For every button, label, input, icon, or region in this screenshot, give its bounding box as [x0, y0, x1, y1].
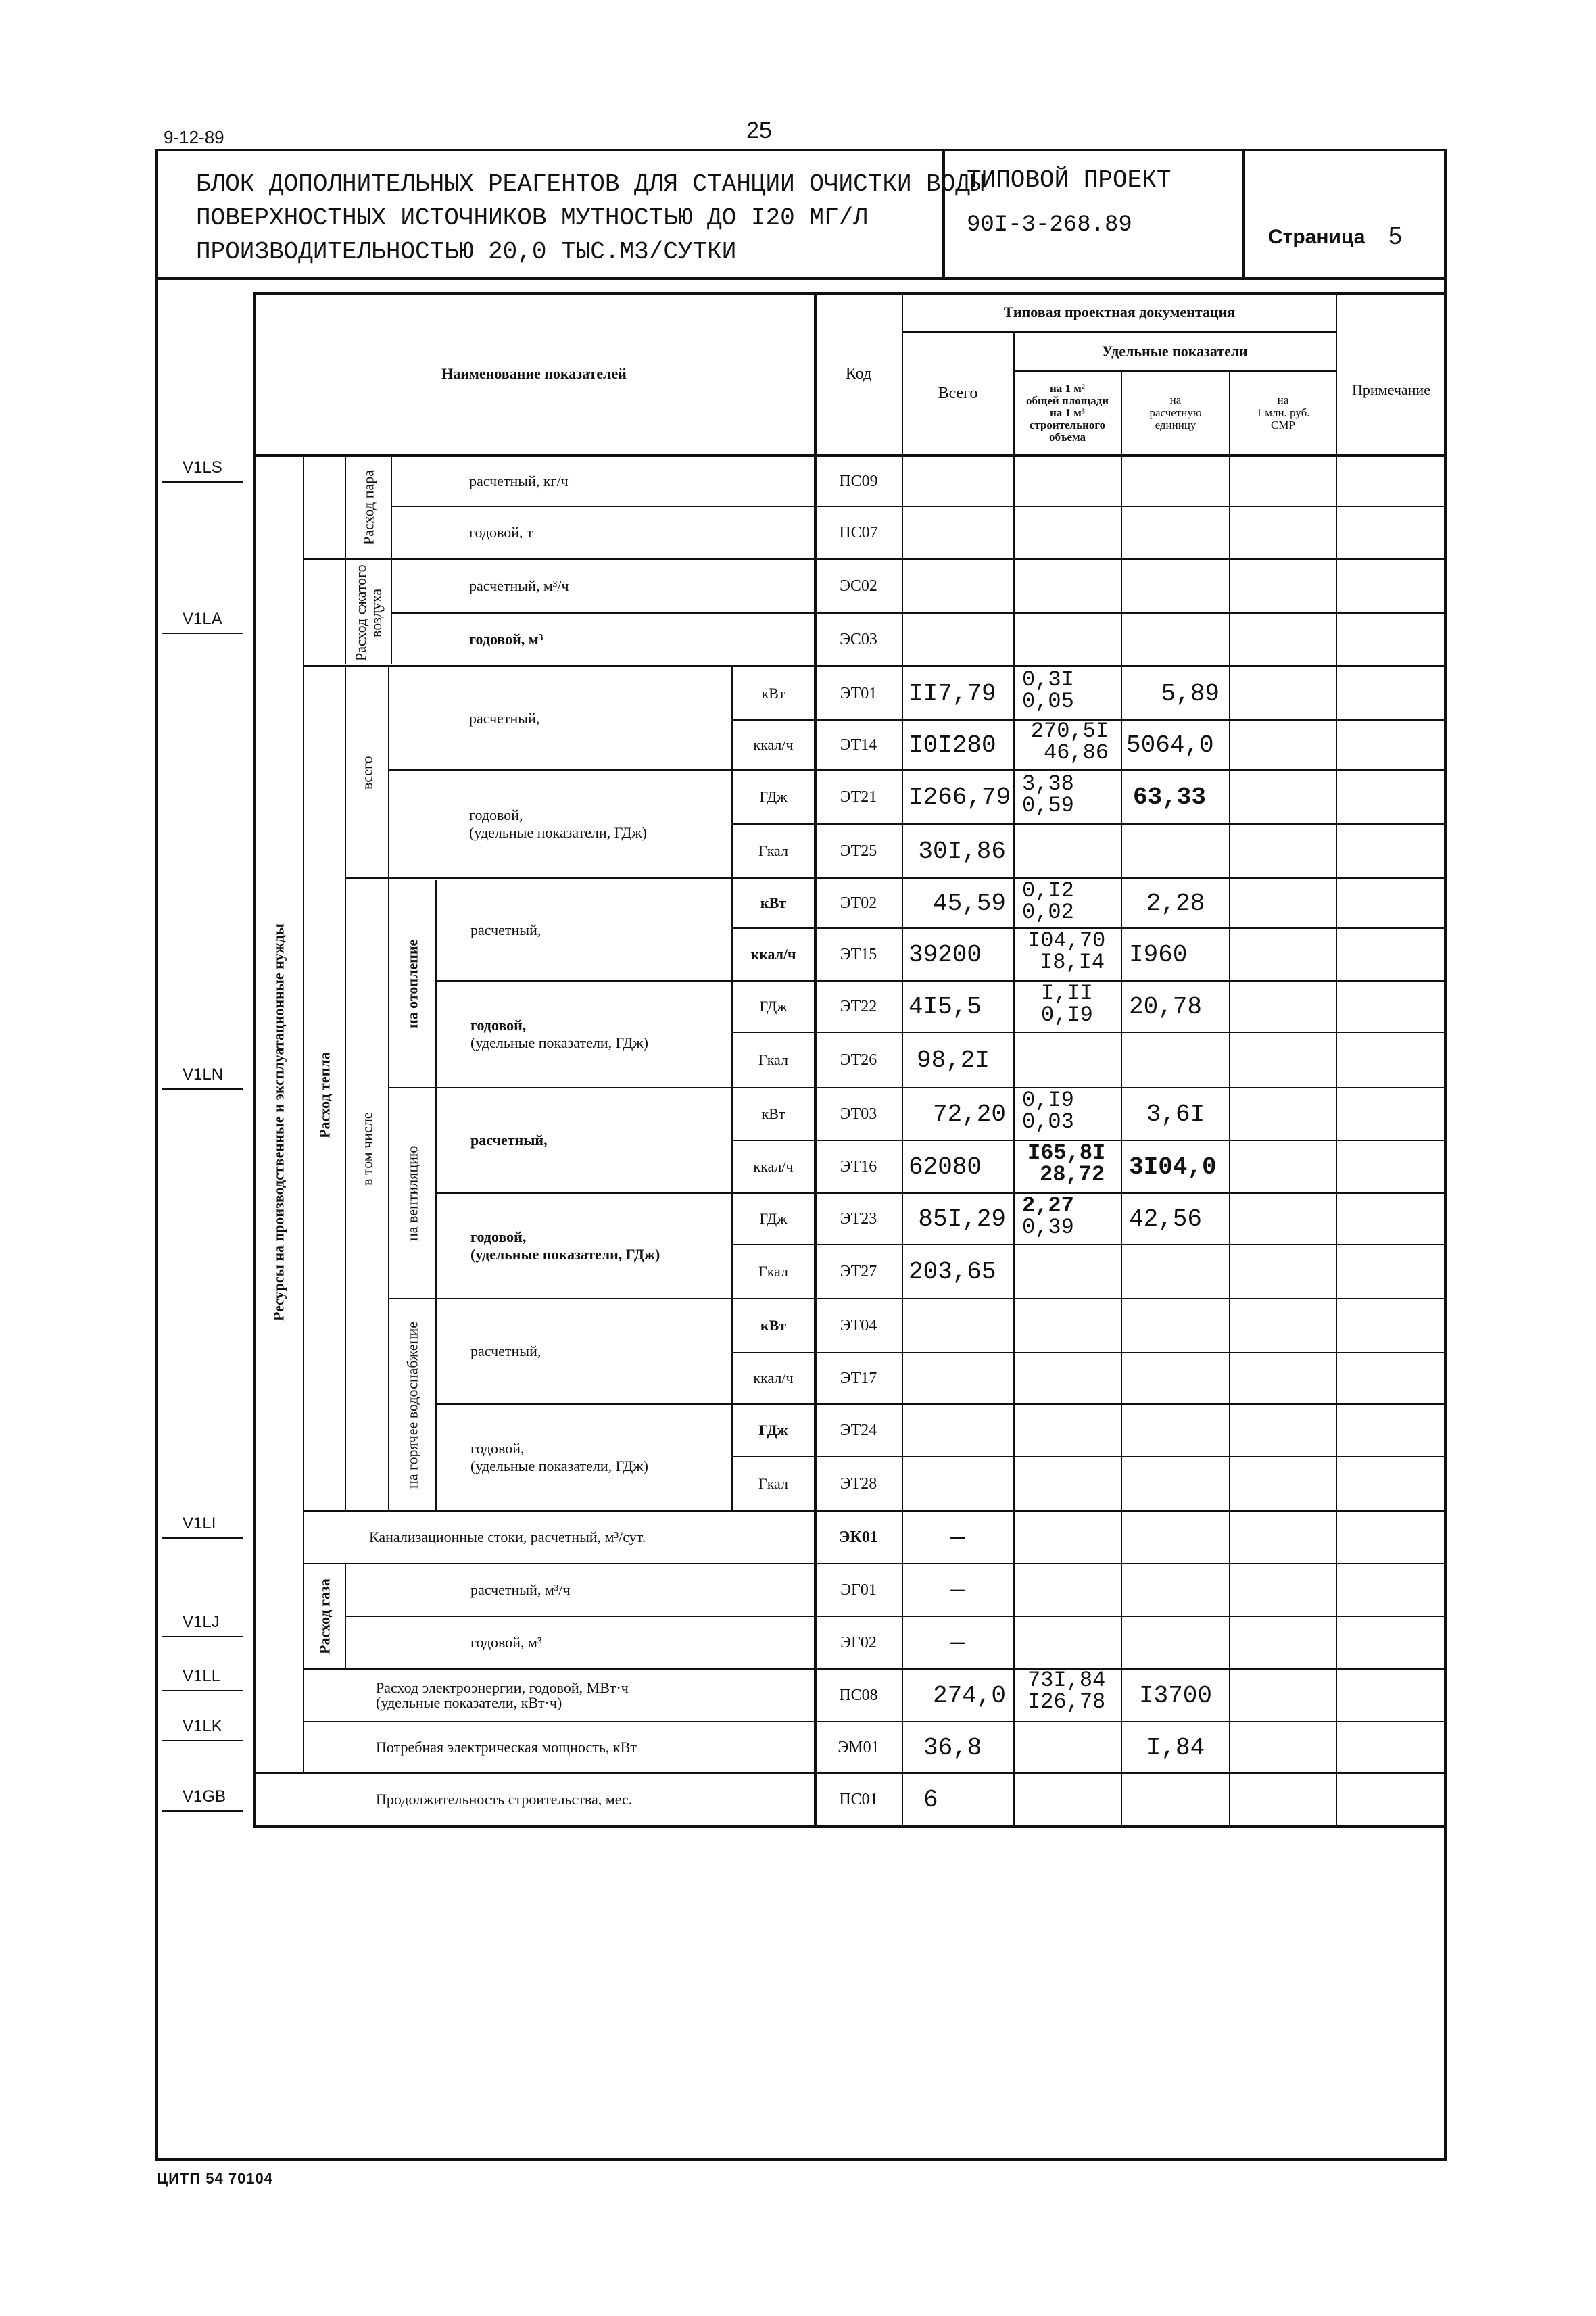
total-r6: I0I280 — [909, 731, 996, 759]
code-r8: ЭТ25 — [840, 842, 877, 860]
unit-r5: кВт — [761, 685, 785, 702]
label-gas-year: годовой, м³ — [470, 1634, 542, 1651]
side-code-v1lk: V1LK — [183, 1717, 222, 1735]
label-elec-l1: Расход электроэнергии, годовой, МВт·ч — [376, 1679, 629, 1696]
side-code-v1lj: V1LJ — [183, 1613, 220, 1631]
m2a-r6: 270,5I — [1030, 719, 1109, 744]
unit-r20: Гкал — [758, 1475, 788, 1492]
total-r7: I266,79 — [909, 783, 1011, 811]
m2b-r14: 28,72 — [1040, 1162, 1105, 1187]
total-r14: 62080 — [909, 1153, 982, 1181]
project-label: ТИПОВОЙ ПРОЕКТ — [967, 166, 1171, 194]
unit-val-r10: I960 — [1129, 940, 1188, 969]
header-name: Наименование показателей — [441, 365, 627, 382]
m2a-r24: 73I,84 — [1027, 1668, 1106, 1693]
total-r25: 36,8 — [923, 1733, 982, 1762]
total-r11: 4I5,5 — [909, 992, 982, 1021]
total-r8: 30I,86 — [918, 837, 1006, 865]
label-hotwater-calc: расчетный, — [470, 1343, 541, 1359]
group-heat: Расход тепла — [316, 1052, 333, 1138]
unit-r6: ккал/ч — [753, 736, 794, 753]
group-total: всего — [358, 756, 376, 790]
title-line-1: БЛОК ДОПОЛНИТЕЛЬНЫХ РЕАГЕНТОВ ДЛЯ СТАНЦИИ ОЧИСТКИ ВОДЫ — [196, 170, 985, 198]
label-air-year: годовой, м³ — [469, 631, 543, 648]
title-line-2: ПОВЕРХНОСТНЫХ ИСТОЧНИКОВ МУТНОСТЬЮ ДО I20 МГ/Л — [196, 204, 868, 232]
m2b-r13: 0,03 — [1022, 1109, 1074, 1134]
m2b-r6: 46,86 — [1044, 740, 1109, 765]
unit-r19: ГДж — [758, 1422, 788, 1439]
label-heat-total-calc: расчетный, — [469, 710, 540, 727]
total-r23: — — [950, 1629, 965, 1657]
code-r20: ЭТ28 — [840, 1474, 877, 1493]
header-per-m2-l2: общей площади — [1025, 394, 1109, 408]
header-per-mln-l2: 1 млн. руб. — [1256, 406, 1310, 419]
code-r1: ПС09 — [839, 472, 878, 490]
side-code-v1ln: V1LN — [183, 1065, 224, 1084]
label-vent-year — [470, 1194, 727, 1298]
total-r9: 45,59 — [932, 889, 1006, 917]
code-r17: ЭТ04 — [840, 1316, 877, 1334]
m2a-r9: 0,I2 — [1022, 878, 1074, 903]
label-steam-calc: расчетный, кг/ч — [469, 473, 569, 489]
code-r11: ЭТ22 — [840, 997, 877, 1015]
label-heating-year-l1: годовой, — [470, 1017, 527, 1034]
total-r13: 72,20 — [932, 1100, 1006, 1128]
label-vent-year-l1: годовой, — [470, 1228, 527, 1245]
unit-r8: Гкал — [758, 842, 788, 859]
code-r16: ЭТ27 — [840, 1262, 877, 1280]
code-r26: ПС01 — [839, 1790, 878, 1808]
unit-r11: ГДж — [759, 998, 788, 1015]
m2b-r7: 0,59 — [1022, 793, 1074, 818]
label-sewer: Канализационные стоки, расчетный, м³/сут. — [369, 1528, 646, 1545]
label-hotwater-year-l2: (удельные показатели, ГДж) — [470, 1457, 648, 1474]
label-vent-year-l2: (удельные показатели, ГДж) — [470, 1246, 660, 1263]
header-code: Код — [845, 364, 872, 383]
m2b-r15: 0,39 — [1022, 1215, 1074, 1240]
group-vent: на вентиляцию — [404, 1145, 421, 1241]
m2a-r10: I04,70 — [1027, 928, 1106, 953]
group-steam: Расход пара — [360, 470, 377, 546]
side-code-v1ll: V1LL — [183, 1667, 221, 1685]
header-per-m2-l5: объема — [1049, 430, 1086, 443]
total-r21: — — [950, 1523, 965, 1551]
m2b-r24: I26,78 — [1027, 1689, 1106, 1714]
unit-r15: ГДж — [759, 1210, 788, 1227]
label-heating-year-l2: (удельные показатели, ГДж) — [470, 1034, 648, 1051]
header-per-mln-l3: СМР — [1271, 418, 1295, 432]
unit-val-r24: I3700 — [1138, 1681, 1213, 1710]
code-r25: ЭМ01 — [838, 1738, 879, 1756]
header-per-mln — [1230, 372, 1336, 454]
total-r22: — — [950, 1576, 965, 1604]
unit-val-r25: I,84 — [1146, 1733, 1205, 1762]
label-vent-calc: расчетный, — [470, 1132, 548, 1149]
group-incl: в том числе — [358, 1112, 376, 1186]
total-r26: 6 — [923, 1785, 938, 1814]
code-r19: ЭТ24 — [840, 1421, 877, 1439]
code-r6: ЭТ14 — [840, 735, 877, 754]
label-heat-total-year — [469, 771, 726, 877]
unit-val-r14: 3I04,0 — [1129, 1153, 1217, 1181]
side-code-v1li: V1LI — [183, 1514, 216, 1533]
code-r23: ЭГ02 — [840, 1633, 877, 1651]
code-r15: ЭТ23 — [840, 1209, 877, 1228]
label-heat-total-year-l2: (удельные показатели, ГДж) — [469, 824, 647, 841]
label-elec — [376, 1670, 808, 1721]
total-r12: 98,2I — [917, 1046, 990, 1074]
m2-r7 — [1022, 773, 1074, 817]
header-per-unit-l2: расчетную — [1149, 406, 1202, 419]
label-gas-calc: расчетный, м³/ч — [470, 1581, 571, 1598]
doc-date: 9-12-89 — [164, 127, 224, 147]
unit-r14: ккал/ч — [753, 1158, 794, 1175]
side-code-v1ls: V1LS — [183, 458, 222, 477]
code-r12: ЭТ26 — [840, 1051, 877, 1069]
m2b-r9: 0,02 — [1022, 900, 1074, 925]
label-air-calc: расчетный, м³/ч — [469, 577, 569, 594]
total-r10: 39200 — [909, 940, 982, 969]
unit-r13: кВт — [761, 1105, 785, 1122]
unit-r17: кВт — [760, 1317, 787, 1334]
m2b-r11: 0,I9 — [1041, 1003, 1093, 1028]
code-r4: ЭС03 — [840, 630, 877, 648]
header-per-mln-l1: на — [1277, 393, 1289, 406]
code-r5: ЭТ01 — [840, 684, 877, 702]
code-r21: ЭК01 — [839, 1528, 878, 1546]
label-heating-calc: расчетный, — [470, 921, 541, 938]
m2a-r15: 2,27 — [1022, 1193, 1074, 1218]
title-line-3: ПРОИЗВОДИТЕЛЬНОСТЬЮ 20,0 ТЫС.М3/СУТКИ — [196, 238, 737, 266]
header-per-unit-l1: на — [1169, 393, 1182, 406]
label-heat-total-year-l1: годовой, — [469, 806, 523, 823]
unit-r9: кВт — [760, 894, 787, 911]
m2a-r11: I,II — [1041, 981, 1093, 1006]
unit-val-r15: 42,56 — [1129, 1205, 1203, 1233]
header-total: Всего — [938, 384, 978, 402]
label-heating-year — [470, 982, 727, 1087]
label-duration: Продолжительность строительства, мес. — [376, 1791, 633, 1808]
m2a-r14: I65,8I — [1027, 1140, 1106, 1165]
m2-r14 — [1027, 1142, 1105, 1186]
m2-r11 — [1041, 983, 1093, 1026]
label-power: Потребная электрическая мощность, кВт — [376, 1739, 637, 1756]
header-per-m2-l3: на 1 м³ — [1050, 406, 1085, 420]
unit-val-r6: 5064,0 — [1126, 731, 1214, 759]
unit-val-r5: 5,89 — [1161, 679, 1219, 708]
total-r15: 85I,29 — [918, 1205, 1006, 1233]
unit-r10: ккал/ч — [750, 946, 796, 963]
code-r10: ЭТ15 — [840, 945, 877, 963]
group-gas: Расход газа — [316, 1578, 333, 1654]
total-r16: 203,65 — [909, 1257, 996, 1286]
side-code-v1la: V1LA — [183, 610, 222, 628]
code-r18: ЭТ17 — [840, 1369, 877, 1387]
side-code-v1gb: V1GB — [183, 1787, 226, 1806]
m2-r24 — [1027, 1670, 1105, 1713]
footer-code: ЦИТП 54 70104 — [157, 2170, 274, 2187]
total-r24: 274,0 — [932, 1681, 1006, 1710]
project-number: 90I-3-268.89 — [967, 212, 1132, 238]
label-steam-year: годовой, т — [469, 524, 533, 541]
group-resources: Ресурсы на производственные и эксплуатационные нужды — [270, 923, 287, 1321]
unit-r12: Гкал — [758, 1051, 788, 1068]
group-heating: на отопление — [404, 939, 421, 1028]
code-r13: ЭТ03 — [840, 1105, 877, 1123]
page-number: 25 — [746, 118, 772, 143]
m2b-r10: I8,I4 — [1040, 950, 1105, 975]
m2-r10 — [1027, 930, 1105, 973]
m2-r5 — [1022, 669, 1074, 713]
header-per-unit — [1122, 372, 1229, 454]
group-air: Расход сжатого воздуха — [352, 564, 385, 662]
group-hotwater: на горячее водоснабжение — [404, 1321, 421, 1489]
doc-title — [196, 168, 985, 269]
total-r5: II7,79 — [909, 679, 996, 708]
header-per-m2-l4: строительного — [1029, 418, 1106, 431]
m2a-r13: 0,I9 — [1022, 1088, 1074, 1113]
m2-r9 — [1022, 880, 1074, 923]
m2-r6 — [1023, 721, 1109, 764]
code-r7: ЭТ21 — [840, 788, 877, 806]
header-doc: Типовая проектная документация — [1003, 304, 1236, 320]
m2a-r5: 0,3I — [1022, 667, 1074, 692]
header-specific: Удельные показатели — [1102, 343, 1248, 360]
code-r3: ЭС02 — [840, 577, 877, 595]
unit-val-r7: 63,33 — [1133, 783, 1207, 811]
unit-r16: Гкал — [758, 1263, 788, 1280]
label-hotwater-year — [470, 1405, 727, 1510]
page-value: 5 — [1388, 222, 1403, 249]
code-r22: ЭГ01 — [840, 1581, 877, 1599]
unit-r18: ккал/ч — [753, 1370, 794, 1386]
label-elec-l2: (удельные показатели, кВт·ч) — [376, 1694, 562, 1711]
m2-r13 — [1022, 1090, 1074, 1133]
code-r14: ЭТ16 — [840, 1157, 877, 1176]
m2-r15 — [1022, 1195, 1074, 1238]
unit-val-r13: 3,6I — [1146, 1100, 1205, 1128]
header-note: Примечание — [1352, 381, 1430, 398]
m2a-r7: 3,38 — [1022, 771, 1074, 796]
header-per-m2-l1: на 1 м² — [1050, 382, 1085, 395]
code-r2: ПС07 — [839, 523, 878, 541]
m2b-r5: 0,05 — [1022, 689, 1074, 714]
unit-r7: ГДж — [759, 788, 788, 805]
unit-val-r11: 20,78 — [1129, 992, 1203, 1021]
header-per-unit-l3: единицу — [1155, 418, 1196, 432]
code-r24: ПС08 — [839, 1686, 878, 1704]
label-hotwater-year-l1: годовой, — [470, 1440, 525, 1457]
code-r9: ЭТ02 — [840, 894, 877, 912]
page-label: Страница — [1268, 226, 1365, 248]
unit-val-r9: 2,28 — [1146, 889, 1205, 917]
header-per-m2 — [1014, 372, 1121, 454]
